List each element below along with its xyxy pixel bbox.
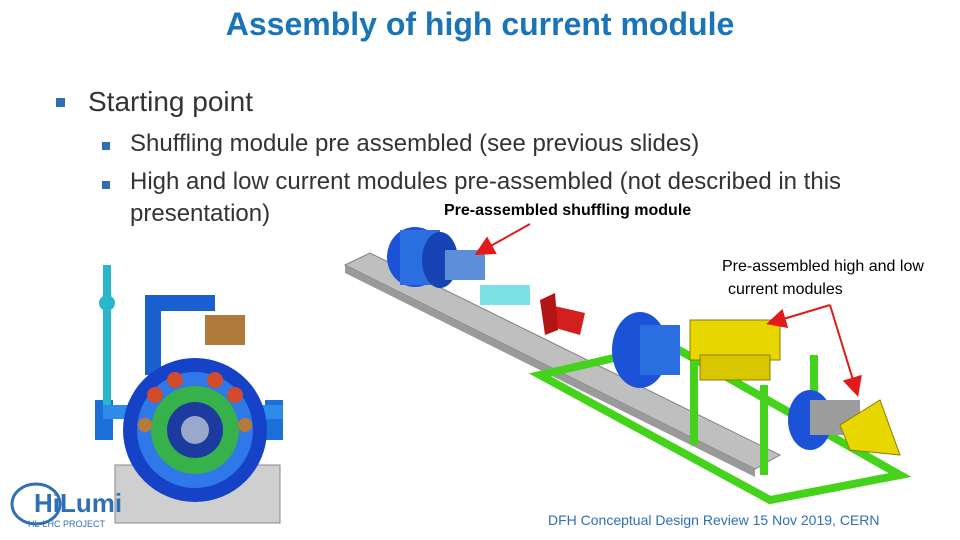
label-shuffling-module: Pre-assembled shuffling module xyxy=(444,202,692,219)
sub-bullet-shuffling: Shuffling module pre assembled (see previous slides) xyxy=(130,130,700,157)
slide-title: Assembly of high current module xyxy=(225,6,735,42)
footer-text: DFH Conceptual Design Review 15 Nov 2019, CERN xyxy=(548,512,880,528)
label-high-low-line1: Pre-assembled high and low xyxy=(722,258,924,275)
logo-subtext: HL-LHC PROJECT xyxy=(28,519,106,529)
bullet-starting-point: Starting point xyxy=(88,86,253,117)
label-high-low-line2: current modules xyxy=(728,281,843,298)
sub-bullet-high-low-cont: presentation) xyxy=(130,200,271,227)
sub-bullet-high-low: High and low current modules pre-assembled (not described in this xyxy=(130,168,842,195)
logo-text: HiLumi xyxy=(34,488,123,518)
